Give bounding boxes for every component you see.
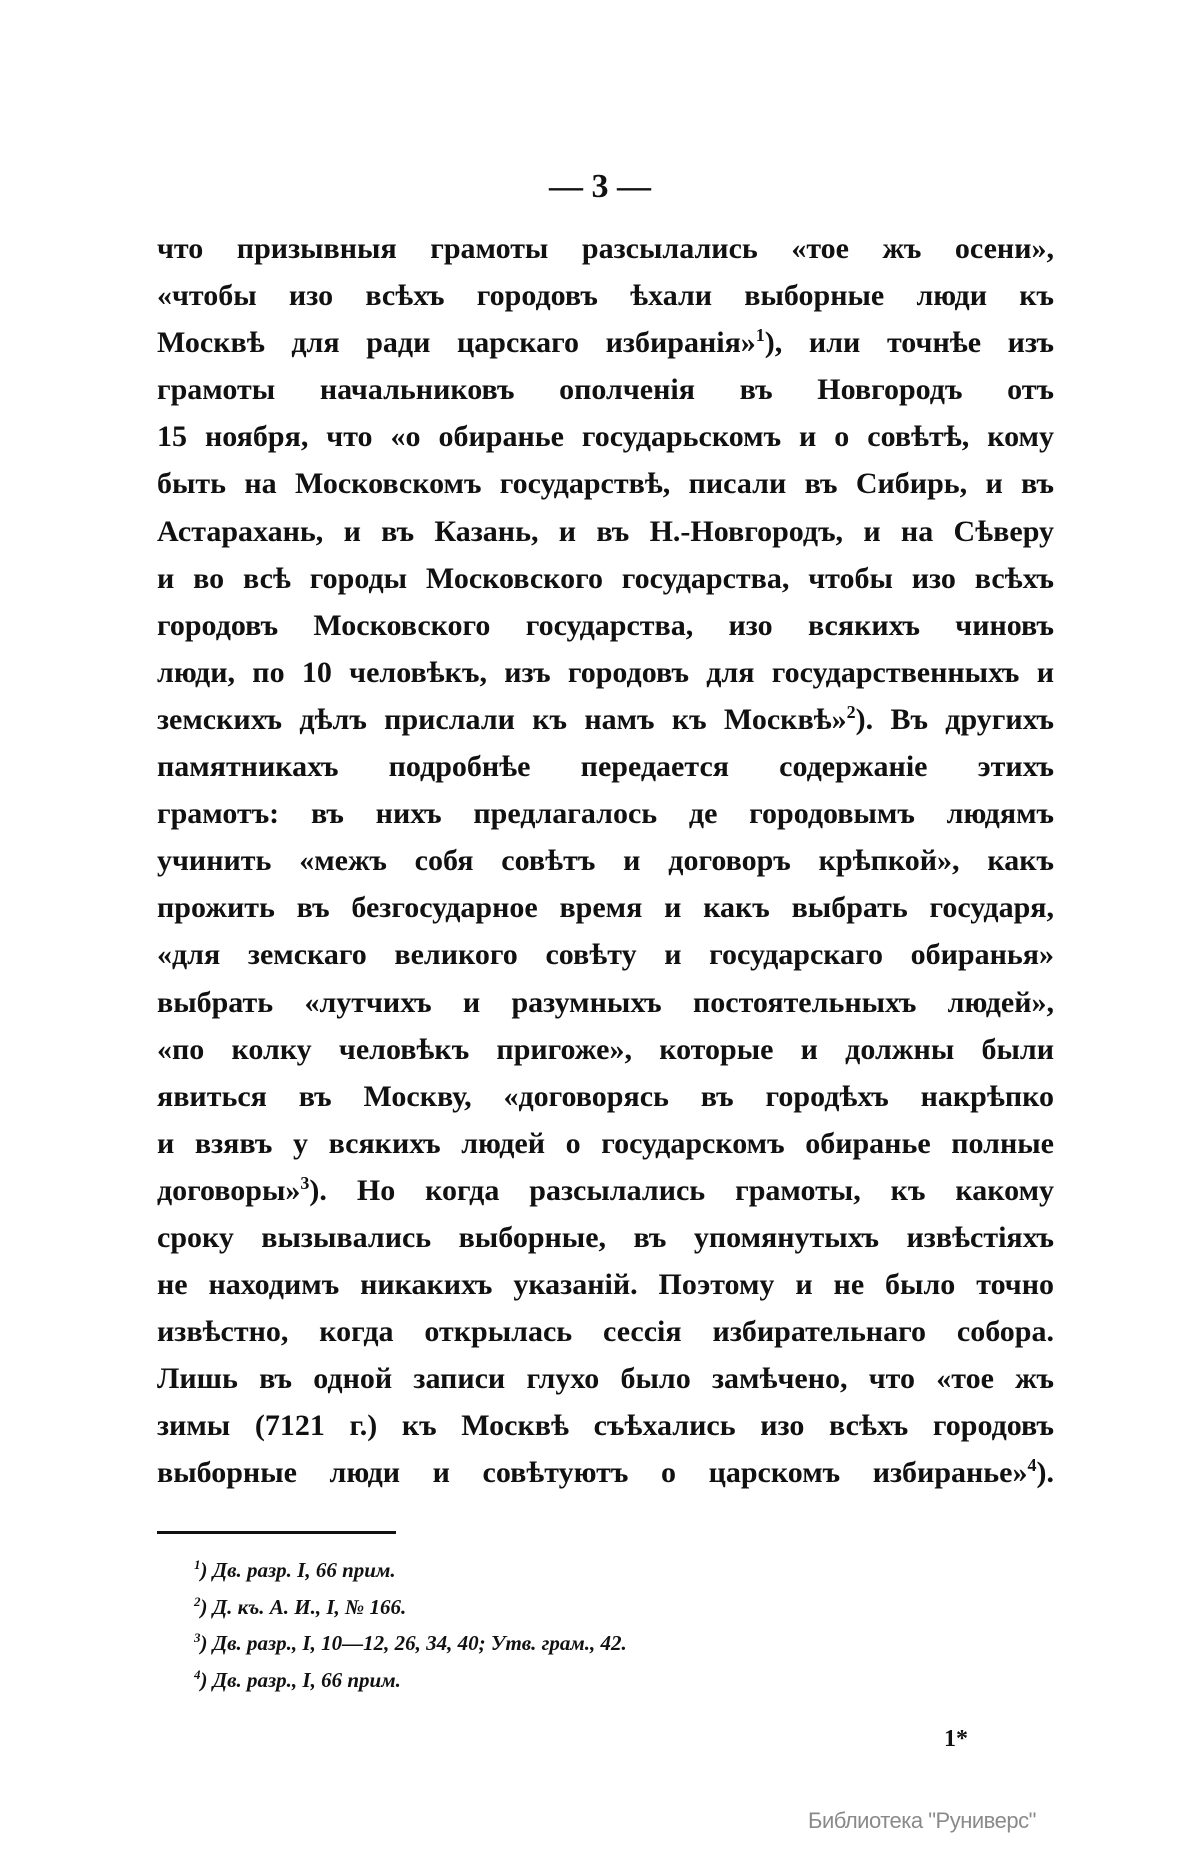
line-text: памятникахъ подробнѣе передается содержаніе этихъ	[157, 750, 1054, 784]
line-text: ). Но когда разсылались грамоты, къ какому	[309, 1173, 1054, 1207]
footnote-reference: 3	[300, 1172, 310, 1193]
footnote	[194, 1558, 627, 1595]
footnote-number: 4	[194, 1666, 201, 1682]
text-line	[157, 562, 1054, 609]
line-text: грамоты начальниковъ ополченія въ Новгородъ отъ	[157, 373, 1054, 407]
line-text: ). Въ другихъ	[855, 702, 1054, 736]
text-line	[157, 1268, 1054, 1315]
footnote-number: 2	[194, 1593, 201, 1609]
text-line	[157, 938, 1054, 985]
footnote-text: ) Дв. разр., I, 10—12, 26, 34, 40; Утв. грам., 42.	[200, 1631, 627, 1655]
line-text: «для земскаго великого совѣту и государскаго обиранья»	[157, 938, 1054, 972]
text-line	[157, 844, 1054, 891]
line-text: земскихъ дѣлъ прислали къ намъ къ Москвѣ»	[157, 702, 847, 736]
text-line	[157, 609, 1054, 656]
line-text: и взявъ у всякихъ людей о государскомъ обиранье полные	[157, 1126, 1054, 1160]
line-text: явиться въ Москву, «договорясь въ городѣхъ накрѣпко	[157, 1079, 1054, 1113]
line-text: ).	[1036, 1456, 1054, 1490]
text-line	[157, 1456, 1054, 1503]
line-text: не находимъ никакихъ указаній. Поэтому и не было точно	[157, 1268, 1054, 1302]
text-line	[157, 279, 1054, 326]
text-line	[157, 1315, 1054, 1362]
text-line	[157, 750, 1054, 797]
footnote-reference: 2	[846, 701, 856, 722]
footnote-reference: 1	[755, 325, 765, 346]
text-line	[157, 703, 1054, 750]
line-text: учинить «межъ собя совѣтъ и договоръ крѣпкой», какъ	[157, 844, 1054, 878]
footnote-text: ) Д. къ. А. И., I, № 166.	[200, 1594, 407, 1619]
line-text: сроку вызывались выборные, въ упомянутыхъ извѣстіяхъ	[157, 1220, 1054, 1254]
text-line	[157, 891, 1054, 938]
text-line	[157, 986, 1054, 1033]
text-line	[157, 1080, 1054, 1127]
line-text: «по колку человѣкъ пригоже», которые и должны были	[157, 1032, 1054, 1066]
text-line	[157, 797, 1054, 844]
footnote-number: 1	[194, 1557, 201, 1572]
footnote-text: ) Дв. разр. I, 66 прим.	[200, 1558, 396, 1582]
line-text: люди, по 10 человѣкъ, изъ городовъ для государственныхъ и	[157, 655, 1054, 689]
page-number: — 3 —	[549, 168, 651, 205]
line-text: договоры»	[157, 1173, 301, 1207]
text-line	[157, 1362, 1054, 1409]
library-watermark: Библиотека "Руниверс"	[808, 1808, 1036, 1833]
line-text: 15 ноября, что «о обиранье государьскомъ и о совѣтѣ, кому	[157, 420, 1054, 454]
line-text: Астарахань, и въ Казань, и въ Н.-Новгородъ, и на Сѣверу	[157, 514, 1054, 548]
text-line	[157, 420, 1054, 467]
line-text: прожить въ безгосударное время и какъ выбрать государя,	[157, 891, 1054, 925]
footnote-reference: 4	[1027, 1455, 1037, 1476]
line-text: зимы (7121 г.) къ Москвѣ съѣхались изо всѣхъ городовъ	[157, 1409, 1054, 1443]
footnotes	[194, 1558, 627, 1704]
signature-mark: 1*	[944, 1726, 968, 1752]
line-text: быть на Московскомъ государствѣ, писали въ Сибирь, и въ	[157, 467, 1054, 501]
text-line	[157, 373, 1054, 420]
line-text: «чтобы изо всѣхъ городовъ ѣхали выборные люди къ	[157, 279, 1054, 313]
text-line	[157, 232, 1054, 279]
text-line	[157, 656, 1054, 703]
text-line	[157, 1221, 1054, 1268]
line-text: ), или точнѣе изъ	[764, 326, 1054, 360]
text-line	[157, 1127, 1054, 1174]
line-text: выбрать «лутчихъ и разумныхъ постоятельныхъ людей»,	[157, 985, 1054, 1019]
line-text: грамотъ: въ нихъ предлагалось де городовымъ людямъ	[157, 797, 1054, 831]
line-text: и во всѣ городы Московского государства, чтобы изо всѣхъ	[157, 561, 1054, 595]
body-text	[157, 232, 1054, 1504]
footnote	[194, 1668, 627, 1705]
text-line	[157, 467, 1054, 514]
text-line	[157, 326, 1054, 373]
footnote-divider	[157, 1531, 396, 1534]
line-text: извѣстно, когда открылась сессія избирательнаго собора.	[157, 1315, 1054, 1349]
footnote	[194, 1595, 627, 1632]
text-line	[157, 1174, 1054, 1221]
line-text: Лишь въ одной записи глухо было замѣчено, что «тое жъ	[157, 1362, 1054, 1396]
text-line	[157, 1033, 1054, 1080]
footnote-number: 3	[194, 1630, 201, 1645]
line-text: Москвѣ для ради царскаго избиранія»	[157, 326, 756, 360]
footnote-text: ) Дв. разр., I, 66 прим.	[200, 1667, 401, 1692]
text-line	[157, 1409, 1054, 1456]
text-line	[157, 515, 1054, 562]
footnote	[194, 1631, 627, 1668]
line-text: выборные люди и совѣтуютъ о царскомъ избиранье»	[157, 1456, 1028, 1490]
line-text: городовъ Московского государства, изо всякихъ чиновъ	[157, 608, 1054, 642]
line-text: что призывныя грамоты разсылались «тое жъ осени»,	[157, 232, 1054, 265]
